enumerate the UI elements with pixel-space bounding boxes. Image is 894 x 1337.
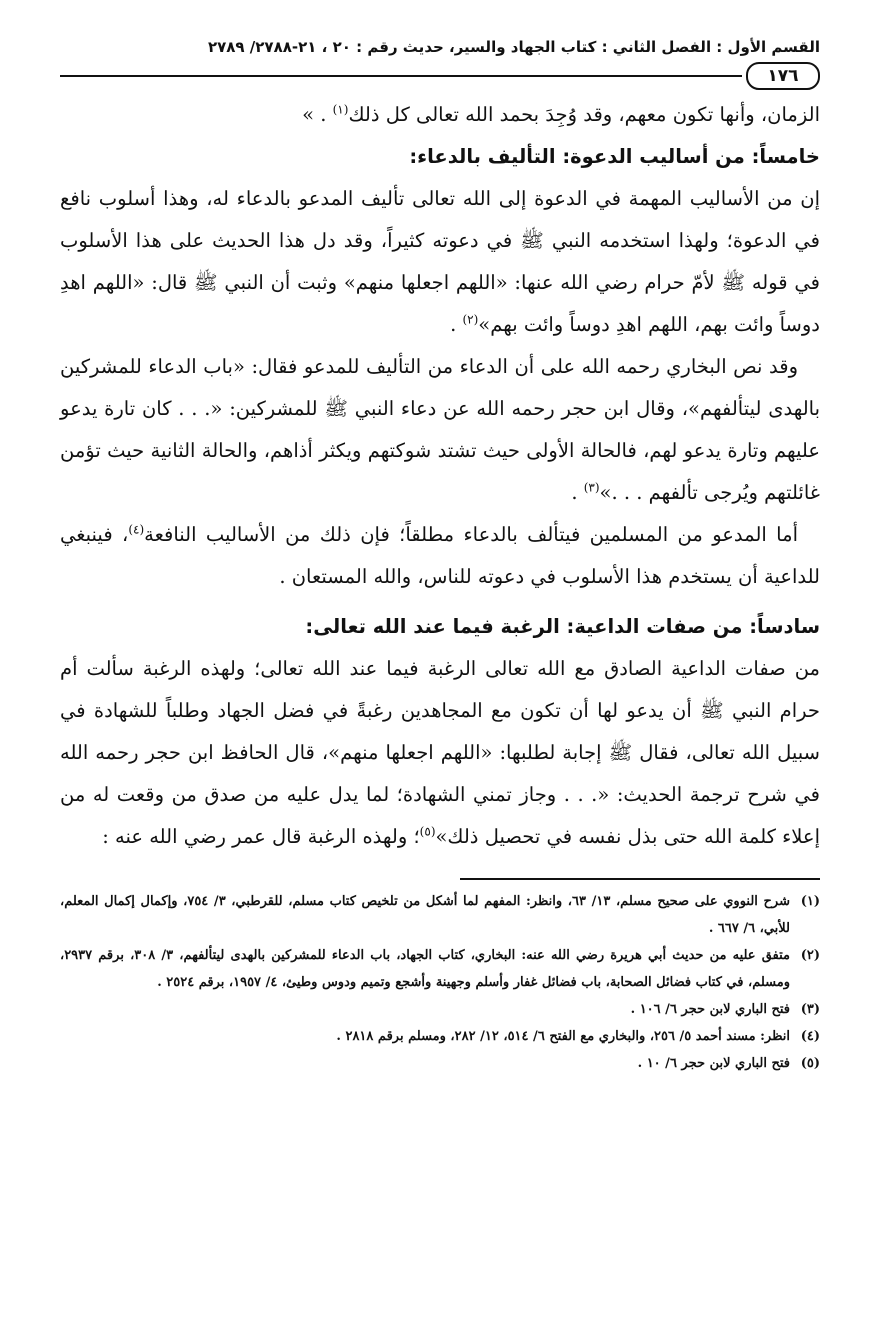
paragraph: أما المدعو من المسلمين فيتألف بالدعاء مطلقاً؛ فإن ذلك من الأساليب النافعة$^{(٤)}$، فينبغي للداعية أن يستخدم هذا الأسلوب في دعوته للناس، والله المستعان . [60,522,820,588]
main-text [60,94,820,858]
footnotes [60,888,820,1077]
footnote-ref[interactable]: (٣) [583,480,600,495]
footnote-ref[interactable]: (١) [332,102,349,117]
page-number: ١٧٦ [746,62,820,90]
paragraph: وقد نص البخاري رحمه الله على أن الدعاء من التأليف للمدعو فقال: «باب الدعاء للمشركين بالهدى ليتألفهم»، وقال ابن حجر رحمه الله عن دعاء النبي ﷺ للمشركين: «. . . كان تارة يدعو عليهم وتارة يدعو لهم، فالحالة الأولى حيث تشتد شوكتهم ويكثر أذاهم، والحالة الثانية حيث تؤمن غائلتهم ويُرجى تألفهم . . .»$^{(٣)}$ . [60,355,820,504]
footnote-text: شرح النووي على صحيح مسلم، ١٣/ ٦٣، وانظر: المفهم لما أشكل من تلخيص كتاب مسلم، للقرطبي، ٣/ ٧٥٤، وإكمال إكمال المعلم، للأبي، ٦/ ٦٦٧ . [60,894,790,936]
footnote [60,1050,820,1077]
footnote-ref[interactable]: (٥) [419,824,436,839]
footnote-ref[interactable]: (٤) [128,522,145,537]
footnote-text: فتح الباري لابن حجر ٦/ ١٠٦ . [630,1002,790,1017]
footnote-number: (٣) [800,1002,820,1017]
footnote [60,996,820,1023]
header-rule [60,62,820,88]
page [60,36,820,1077]
paragraph: إن من الأساليب المهمة في الدعوة إلى الله تعالى تأليف المدعو بالدعاء له، وهذا أسلوب نافع في الدعوة؛ ولهذا استخدمه النبي ﷺ في دعوته كثيراً، وقد دل هذا الحديث على هذا الأسلوب في قوله ﷺ لأمّ حرام رضي الله عنها: «اللهم اجعلها منهم» وثبت أن النبي ﷺ قال: «اللهم اهدِ دوساً وائت بهم، اللهم اهدِ دوساً وائت بهم»$^{(٢)}$ . [60,187,820,336]
footnote-number: (٥) [800,1056,820,1071]
footnote-rule [460,878,820,880]
footnote-ref[interactable]: (٢) [462,312,479,327]
footnote-number: (٤) [800,1029,820,1044]
footnote-number: (٢) [800,948,820,963]
header-line [60,75,742,77]
footnote [60,1023,820,1050]
paragraph: من صفات الداعية الصادق مع الله تعالى الرغبة فيما عند الله تعالى؛ ولهذه الرغبة سألت أم حرام النبي ﷺ أن يدعو لها أن تكون مع المجاهدين رغبةً في فضل الجهاد وطلباً للشهادة في سبيل الله تعالى، فقال ﷺ إجابة لطلبها: «اللهم اجعلها منهم»، قال الحافظ ابن حجر رحمه الله في شرح ترجمة الحديث: «. . . وجاز تمني الشهادة؛ لما يدل عليه من صدق من وقعت له من إعلاء كلمة الله حتى بذل نفسه في تحصيل ذلك»$^{(٥)}$؛ ولهذه الرغبة قال عمر رضي الله عنه : [60,657,820,848]
footnote-text: انظر: مسند أحمد ٥/ ٢٥٦، والبخاري مع الفتح ٦/ ٥١٤، ١٢/ ٢٨٢، ومسلم برقم ٢٨١٨ . [336,1029,790,1044]
footnote-number: (١) [800,894,820,909]
section-heading: سادساً: من صفات الداعية: الرغبة فيما عند الله تعالى: [305,615,820,638]
running-head: القسم الأول : الفصل الثاني : كتاب الجهاد والسير، حديث رقم : ٢٠ ، ٢١-٢٧٨٨/ ٢٧٨٩ [207,38,820,56]
footnote-text: متفق عليه من حديث أبي هريرة رضي الله عنه: البخاري، كتاب الجهاد، باب الدعاء للمشركين بالهدى ليتألفهم، ٣/ ٣٠٨، برقم ٢٩٣٧، ومسلم، في كتاب فضائل الصحابة، باب فضائل غفار وأسلم وجهينة وأشجع وتميم ودوس وطيئ، ٤/ ١٩٥٧، برقم ٢٥٢٤ . [60,948,790,990]
footnote-text: فتح الباري لابن حجر ٦/ ١٠ . [637,1056,790,1071]
footnote [60,942,820,996]
paragraph: الزمان، وأنها تكون معهم، وقد وُجِدَ بحمد الله تعالى كل ذلك$^{(١)}$ . » [302,102,820,126]
section-heading: خامساً: من أساليب الدعوة: التأليف بالدعاء: [409,145,820,168]
footnote [60,888,820,942]
